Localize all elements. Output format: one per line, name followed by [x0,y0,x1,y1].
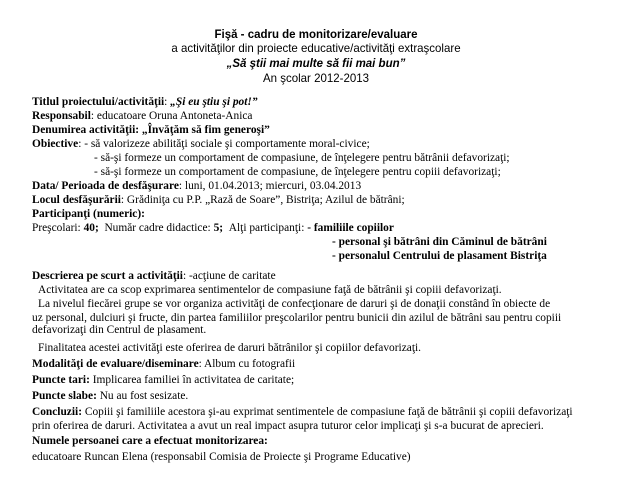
activity-name-label: Denumirea activităţii [32,124,136,136]
description-p3: Finalitatea acestei activităţi este oferirea de daruri bătrânilor şi copiilor defavorizaţi. [38,342,421,354]
project-title-label: Titlul proiectului/activităţii [32,96,165,108]
teachers-value: 5; [213,222,224,234]
objective-2: - să-şi formeze un comportament de compasiune, de înţelegere pentru bătrânii defavorizaţi; [94,152,510,164]
description-p2-line1: La nivelul fiecărei grupe se vor organiza activităţi de confecţionare de daruri şi de donaţii constând în obiecte de [38,298,551,310]
strengths-row [32,373,294,387]
date-row [32,179,361,193]
objective-1: : - să valorizeze abilităţi sociale şi comportamente moral-civice; [78,138,370,150]
monitors-value: educatoare Runcan Elena (responsabil Comisia de Proiecte şi Programe Educative) [32,451,411,463]
location-row [32,193,405,207]
conclusions-line1: Copiii şi familiile acestora şi-au exprimat sentimentele de compasiune faţă de bătrânii şi copiii defavorizaţi [82,406,573,418]
activity-name-value: : „Învăţăm să fim generoşi” [135,124,270,136]
project-title-row: Titlul proiectului/activităţii: „Şi eu ştiu şi pot!” [32,96,258,108]
responsible-value: : educatoare Oruna Antoneta-Anica [90,110,253,122]
school-year: An şcolar 2012-2013 [263,72,369,85]
description-p1: Activitatea are ca scop exprimarea sentimentelor de compasiune faţă de bătrânii şi copiii defavorizaţi. [38,284,502,296]
conclusions-label: Concluzii: [32,406,82,418]
others-value: - familiile copiilor [307,222,394,234]
location-value: : Grădiniţa cu P.P. „Rază de Soare”, Bistriţa; Azilul de bătrâni; [120,194,405,206]
description-p2-line2: uz personal, dulciuri şi fructe, din partea familiilor preşcolarilor pentru bunicii din azilul de bătrâni sau pentru copiii [32,312,562,324]
evaluation-row [32,357,295,371]
strengths-label: Puncte tari: [32,374,90,386]
objective-label: Obiective [32,138,79,150]
others-value-2: - personal şi bătrâni din Căminul de bătrâni [332,236,547,248]
activity-name-row [32,123,270,137]
evaluation-label: Modalităţi de evaluare/diseminare [32,358,199,370]
weaknesses-row [32,389,188,403]
conclusions-line2: prin oferirea de daruri. Activitatea a avut un real impact asupra tuturor celor implicaţi şi s-a bucurat de aprecieri. [32,420,544,432]
evaluation-value: : Album cu fotografii [198,358,296,370]
weaknesses-label: Puncte slabe: [32,390,97,402]
participants-label: Participanţi (numeric): [32,208,145,220]
others-label: Alţi participanţi: [228,222,308,234]
date-value: : luni, 01.04.2013; miercuri, 03.04.2013 [178,180,362,192]
form-subtitle: a activităţilor din proiecte educative/activităţi extraşcolare [171,42,461,55]
project-name: „Să ştii mai multe să fii mai bun” [226,57,406,70]
description-label: Descrierea pe scurt a activităţii [32,270,183,282]
location-label: Locul desfăşurării [32,194,121,206]
objectives-row [32,137,370,151]
objective-3: - să-şi formeze un comportament de compasiune, de înţelegere pentru copiii defavorizaţi; [94,166,501,178]
others-value-3: - personalul Centrului de plasament Bistriţa [332,250,547,262]
strengths-value: Implicarea familiei în activitatea de caritate; [89,374,295,386]
preschoolers-value: 40; [83,222,99,234]
responsible-row [32,109,253,123]
description-row [32,269,276,283]
form-title: Fişă - cadru de monitorizare/evaluare [214,28,418,41]
teachers-label: Număr cadre didactice: [104,222,214,234]
participants-row [32,221,394,235]
responsible-label: Responsabil [32,110,91,122]
weaknesses-value: Nu au fost sesizate. [96,390,189,402]
project-title-value: „Şi eu ştiu şi pot!” [170,96,258,108]
preschoolers-label: Preşcolari: [32,222,84,234]
date-label: Data/ Perioada de desfăşurare [32,180,179,192]
conclusions-row [32,405,573,419]
monitors-label: Numele persoanei care a efectuat monitorizarea: [32,435,268,447]
description-value: : -acţiune de caritate [182,270,276,282]
description-p2-line3: defavorizaţi din Centrul de plasament. [32,324,207,336]
